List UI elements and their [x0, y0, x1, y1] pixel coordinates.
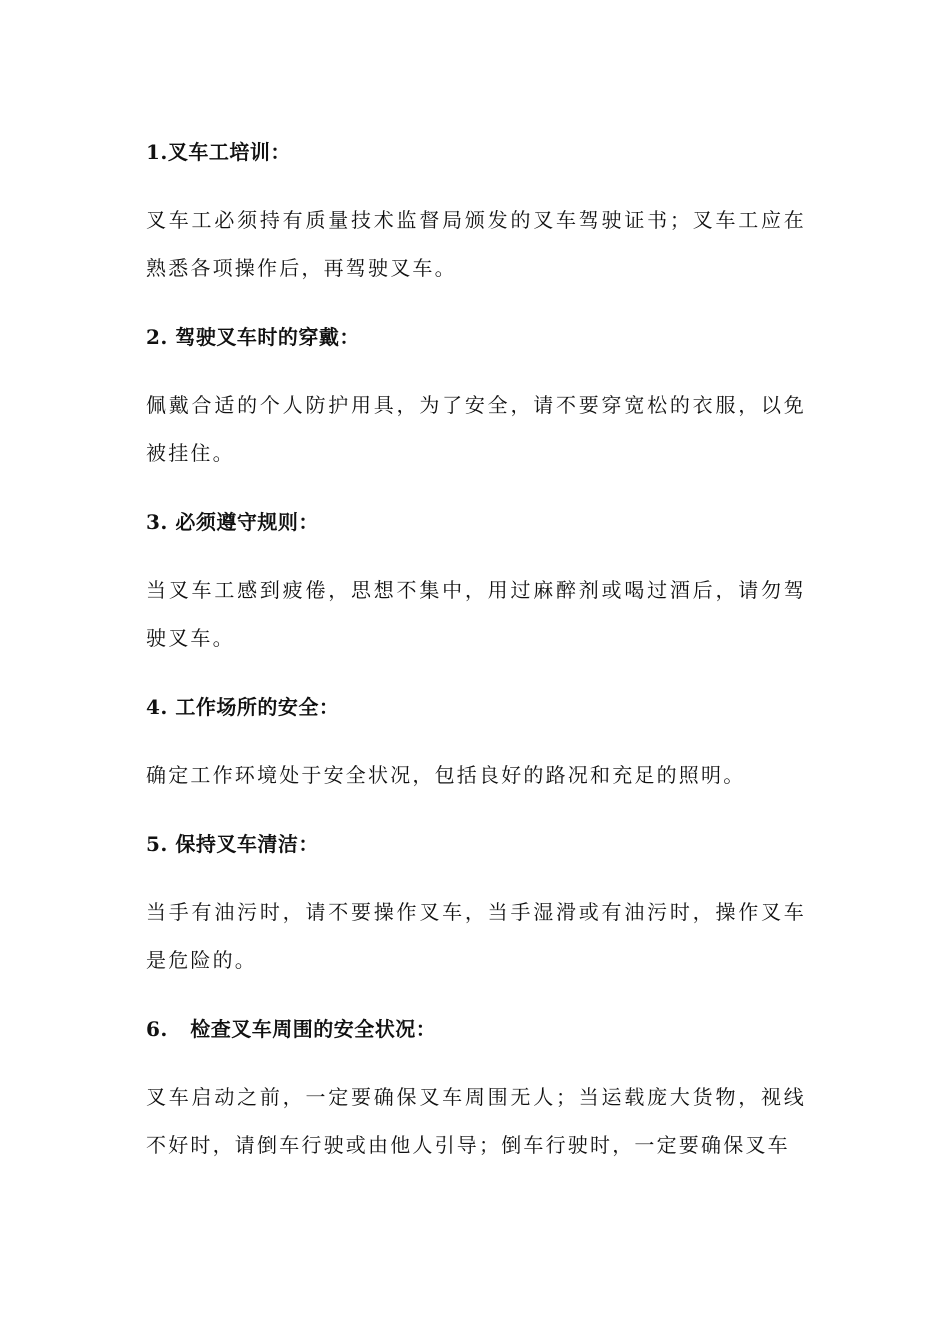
section-heading-4: 4. 工作场所的安全：	[146, 695, 340, 719]
section-heading-5: 5. 保持叉车清洁：	[146, 832, 319, 856]
section-heading-2: 2. 驾驶叉车时的穿戴：	[146, 325, 360, 349]
section-heading-3: 3. 必须遵守规则：	[146, 510, 319, 534]
document-content	[146, 128, 806, 1169]
section-heading-6: 6. 检查叉车周围的安全状况：	[146, 1017, 437, 1041]
section-body-5: 当手有油污时，请不要操作叉车，当手湿滑或有油污时，操作叉车是危险的。	[146, 900, 806, 972]
section-heading-1: 1.叉车工培训：	[146, 140, 291, 164]
section-body-2: 佩戴合适的个人防护用具，为了安全，请不要穿宽松的衣服，以免被挂住。	[146, 393, 806, 465]
section-body-3: 当叉车工感到疲倦，思想不集中，用过麻醉剂或喝过酒后，请勿驾驶叉车。	[146, 578, 806, 650]
section-body-1: 叉车工必须持有质量技术监督局颁发的叉车驾驶证书；叉车工应在熟悉各项操作后，再驾驶叉车。	[146, 208, 806, 280]
section-body-6: 叉车启动之前，一定要确保叉车周围无人；当运载庞大货物，视线不好时，请倒车行驶或由他人引导；倒车行驶时，一定要确保叉车	[146, 1085, 806, 1157]
section-body-4: 确定工作环境处于安全状况，包括良好的路况和充足的照明。	[146, 763, 746, 787]
